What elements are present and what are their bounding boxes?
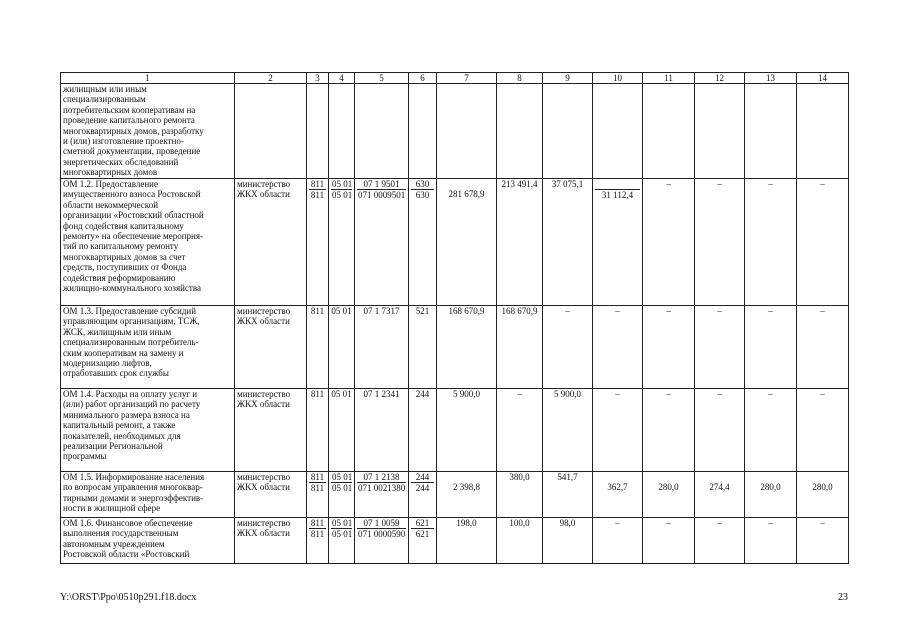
year-amount: 274,4 <box>695 472 745 518</box>
column-number: 2 <box>235 73 307 84</box>
year-amount: – <box>643 518 695 564</box>
year-amount: 31 112,4 <box>593 179 643 306</box>
column-number: 12 <box>695 73 745 84</box>
year-amount: – <box>797 306 849 389</box>
vr-code: 621 621 <box>409 518 437 564</box>
year-amount: 280,0 <box>797 472 849 518</box>
measure-name: ОМ 1.4. Расходы на оплату услуг и (или) работ организаций по расчету минимального размера взноса на капитальный ремонт, а также показателей, необходимых для реализации Региональной программы <box>61 389 235 472</box>
column-number: 14 <box>797 73 849 84</box>
csr-code: 07 1 2138 071 0021380 <box>355 472 409 518</box>
year-amount: – <box>695 389 745 472</box>
measure-name: ОМ 1.3. Предоставление субсидий управляющим организациям, ТСЖ, ЖСК, жилищным или иным специализированным потребитель- ским кооперативам на замену и модернизацию лифтов, отработавших срок службы <box>61 306 235 389</box>
page-number: 23 <box>838 592 848 603</box>
budget-table-page <box>60 72 848 564</box>
year-amount: 213 491,4 <box>497 179 543 306</box>
year-amount: – <box>797 389 849 472</box>
year-amount: – <box>797 179 849 306</box>
executor: министерство ЖКХ области <box>235 389 307 472</box>
vr-code: 244 244 <box>409 472 437 518</box>
rzpr-code: 05 01 <box>329 306 355 389</box>
table-row <box>61 179 849 306</box>
total-amount: 5 900,0 <box>437 389 497 472</box>
year-amount: – <box>497 389 543 472</box>
executor: министерство ЖКХ области <box>235 179 307 306</box>
column-number: 1 <box>61 73 235 84</box>
column-number: 9 <box>543 73 593 84</box>
table-row <box>61 84 849 179</box>
column-number: 4 <box>329 73 355 84</box>
grbs-code: 811 <box>307 306 329 389</box>
table-row <box>61 518 849 564</box>
year-amount: 362,7 <box>593 472 643 518</box>
column-number: 3 <box>307 73 329 84</box>
measure-name: ОМ 1.6. Финансовое обеспечение выполнения государственным автономным учреждением Ростовской области «Ростовский <box>61 518 235 564</box>
csr-code: 07 1 9501 071 0009501 <box>355 179 409 306</box>
measure-name: жилищным или иным специализированным потребительским кооперативам на проведение капитального ремонта многоквартирных домов, разработку и (или) изготовление проектно- сметной документации, проведение энергетических обследований многоквартирных домов <box>61 84 235 179</box>
year-amount: – <box>745 389 797 472</box>
table-row <box>61 306 849 389</box>
year-amount: – <box>695 306 745 389</box>
year-amount: – <box>695 518 745 564</box>
column-number: 5 <box>355 73 409 84</box>
year-amount: – <box>543 306 593 389</box>
column-number: 13 <box>745 73 797 84</box>
total-amount: 281 678,9 <box>437 179 497 306</box>
grbs-code: 811 811 <box>307 472 329 518</box>
vr-code: 244 <box>409 389 437 472</box>
year-amount: 5 900,0 <box>543 389 593 472</box>
column-number: 8 <box>497 73 543 84</box>
year-amount: – <box>745 306 797 389</box>
grbs-code: 811 811 <box>307 518 329 564</box>
year-amount: – <box>593 389 643 472</box>
year-amount: 168 670,9 <box>497 306 543 389</box>
year-amount: – <box>695 179 745 306</box>
table-row <box>61 472 849 518</box>
measure-name: ОМ 1.5. Информирование населения по вопросам управления многоквар- тирными домами и энергоэффектив- ности в жилищной сфере <box>61 472 235 518</box>
rzpr-code: 05 01 05 01 <box>329 518 355 564</box>
total-amount: 168 670,9 <box>437 306 497 389</box>
budget-table <box>60 72 849 564</box>
year-amount: 100,0 <box>497 518 543 564</box>
file-path: Y:\ORST\Ppo\0510p291.f18.docx <box>60 592 197 603</box>
csr-code: 07 1 2341 <box>355 389 409 472</box>
year-amount: – <box>593 306 643 389</box>
column-number: 11 <box>643 73 695 84</box>
table-row <box>61 389 849 472</box>
column-number: 7 <box>437 73 497 84</box>
executor: министерство ЖКХ области <box>235 472 307 518</box>
csr-code: 07 1 0059 071 0000590 <box>355 518 409 564</box>
vr-code: 521 <box>409 306 437 389</box>
year-amount: – <box>745 518 797 564</box>
measure-name: ОМ 1.2. Предоставление имущественного взноса Ростовской области некоммерческой организации «Ростовский областной фонд содействия капитальному ремонту» на обеспечение меропрня- тий по капитальному ремонту многоквартирных домов за счет средств, поступивших от Фонда содействия реформированию жилищно-коммунального хозяйства <box>61 179 235 306</box>
column-number: 6 <box>409 73 437 84</box>
year-amount: – <box>643 389 695 472</box>
year-amount: – <box>643 179 695 306</box>
csr-code: 07 1 7317 <box>355 306 409 389</box>
executor: министерство ЖКХ области <box>235 518 307 564</box>
rzpr-code: 05 01 05 01 <box>329 179 355 306</box>
year-amount: 541,7 <box>543 472 593 518</box>
grbs-code: 811 811 <box>307 179 329 306</box>
year-amount: – <box>745 179 797 306</box>
year-amount: 98,0 <box>543 518 593 564</box>
total-amount: 198,0 <box>437 518 497 564</box>
year-amount: 280,0 <box>745 472 797 518</box>
vr-code: 630 630 <box>409 179 437 306</box>
executor: министерство ЖКХ области <box>235 306 307 389</box>
column-number-row <box>61 73 849 84</box>
grbs-code: 811 <box>307 389 329 472</box>
year-amount: 280,0 <box>643 472 695 518</box>
year-amount: – <box>593 518 643 564</box>
total-amount: 2 398,8 <box>437 472 497 518</box>
column-number: 10 <box>593 73 643 84</box>
year-amount: – <box>797 518 849 564</box>
rzpr-code: 05 01 05 01 <box>329 472 355 518</box>
year-amount: 37 075,1 <box>543 179 593 306</box>
rzpr-code: 05 01 <box>329 389 355 472</box>
year-amount: – <box>643 306 695 389</box>
year-amount: 380,0 <box>497 472 543 518</box>
